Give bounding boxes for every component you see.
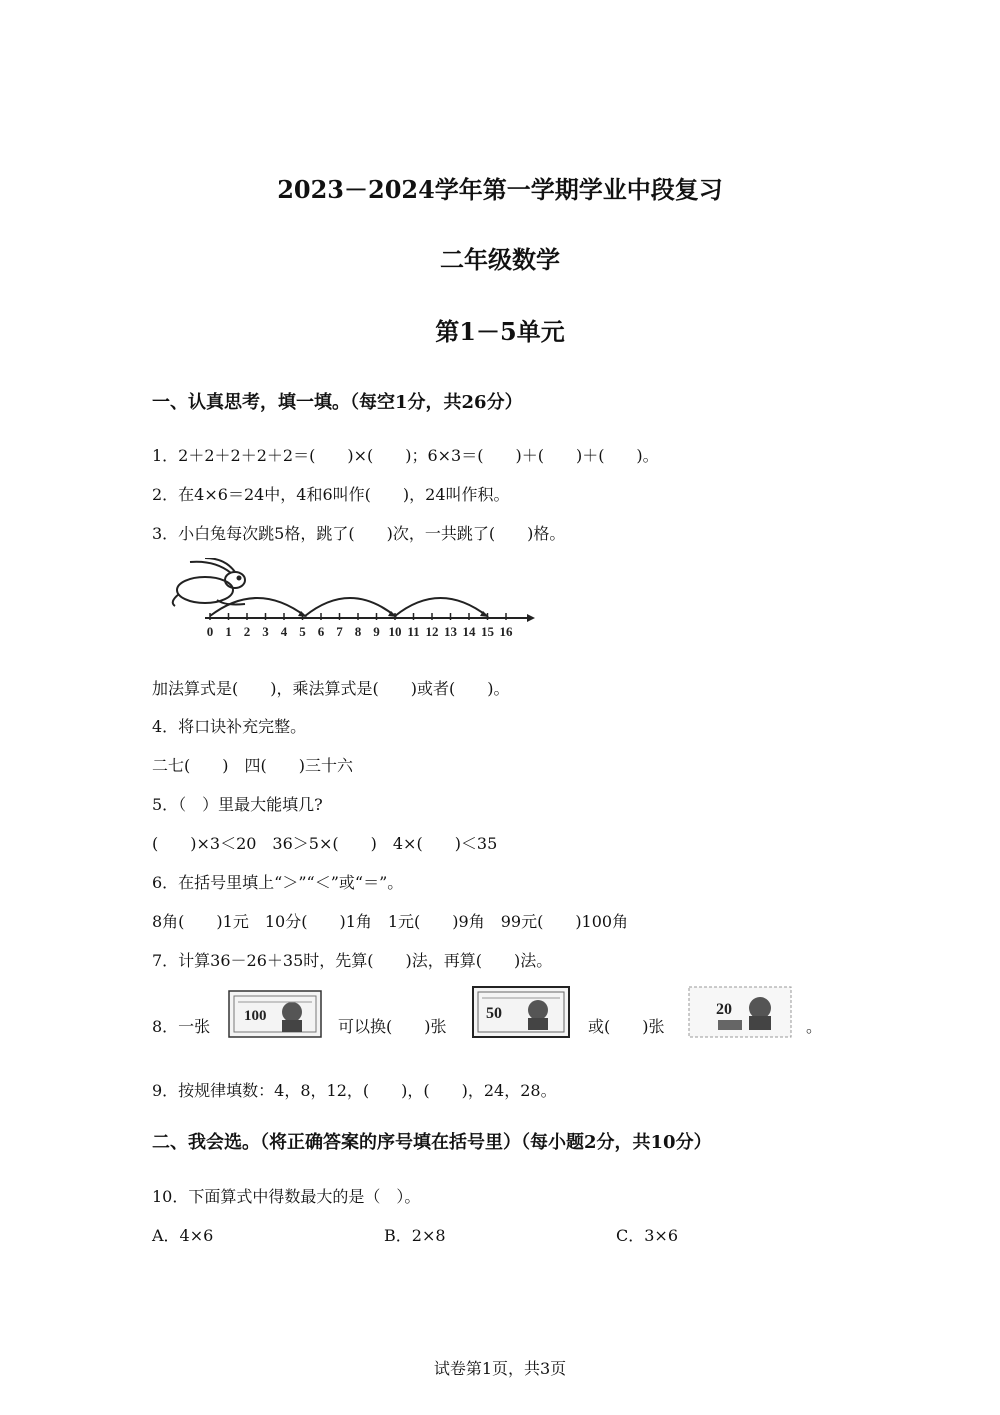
unit-title: 第1－5单元 [435,317,565,346]
number-line-label: 1 [225,624,232,639]
banknote-20-icon [688,986,792,1038]
question-10: 10．下面算式中得数最大的是（ ）。 [152,1187,421,1206]
question-6-line: 8角( )1元 10分( )1角 1元( )9角 99元( )100角 [152,912,629,931]
section-heading-fill-in: 一、认真思考，填一填。（每空1分，共26分） [152,392,523,413]
number-line-label: 10 [388,624,402,639]
number-line-label: 15 [481,624,494,639]
question-9: 9．按规律填数：4，8，12，( )，( )，24，28。 [152,1081,557,1100]
question-2: 2．在4×6＝24中，4和6叫作( )，24叫作积。 [152,485,510,504]
option-a: A．4×6 [152,1226,214,1245]
number-line-label: 13 [444,624,457,639]
number-line-ticks [207,613,513,639]
number-line-label: 11 [407,624,420,639]
svg-text:100: 100 [244,1008,267,1024]
option-b: B．2×8 [384,1226,446,1245]
number-line-label: 7 [336,624,343,639]
number-line-label: 2 [243,624,251,639]
number-line-label: 4 [280,624,288,639]
question-8-end: 。 [806,1017,823,1036]
number-line-label: 8 [354,624,362,639]
option-c: C．3×6 [616,1226,679,1245]
question-7: 7．计算36－26＋35时，先算( )法，再算( )法。 [152,951,553,970]
question-1: 1．2＋2＋2＋2＋2＝( )×( )；6×3＝( )＋( )＋( )。 [152,446,659,465]
question-5-line: ( )×3＜20 36＞5×( ) 4×( )＜35 [152,834,498,853]
rabbit-number-line-figure [165,558,535,648]
number-line-label: 14 [462,624,476,639]
question-6: 6．在括号里填上“＞”“＜”或“＝”。 [152,873,404,892]
subject-title: 二年级数学 [440,245,560,274]
rabbit-icon [173,558,245,606]
question-3-formula: 加法算式是( )，乘法算式是( )或者( )。 [152,679,510,698]
number-line-label: 3 [262,624,269,639]
number-line-label: 16 [499,624,513,639]
page-footer: 试卷第1页，共3页 [433,1359,567,1378]
question-5: 5．（ ）里最大能填几? [152,795,323,814]
banknote-50-icon [472,986,570,1038]
question-4: 4．将口诀补充完整。 [152,717,307,736]
question-8-start: 8．一张 [152,1017,211,1036]
page-title: 2023－2024学年第一学期学业中段复习 [277,175,723,204]
number-line-label: 12 [425,624,439,639]
number-line-label: 6 [317,624,325,639]
section-heading-choice: 二、我会选。（将正确答案的序号填在括号里）（每小题2分，共10分） [152,1132,712,1153]
banknote-100-icon [228,990,322,1038]
question-4-line: 二七( ) 四( )三十六 [152,756,353,775]
number-line-label: 9 [373,624,380,639]
number-line-label: 0 [206,624,214,639]
question-8-or: 或( )张 [588,1017,665,1036]
svg-text:20: 20 [716,1001,732,1018]
question-3: 3．小白兔每次跳5格，跳了( )次，一共跳了( )格。 [152,524,566,543]
question-8-middle: 可以换( )张 [338,1017,447,1036]
number-line-label: 5 [299,624,306,639]
svg-text:50: 50 [486,1005,502,1022]
